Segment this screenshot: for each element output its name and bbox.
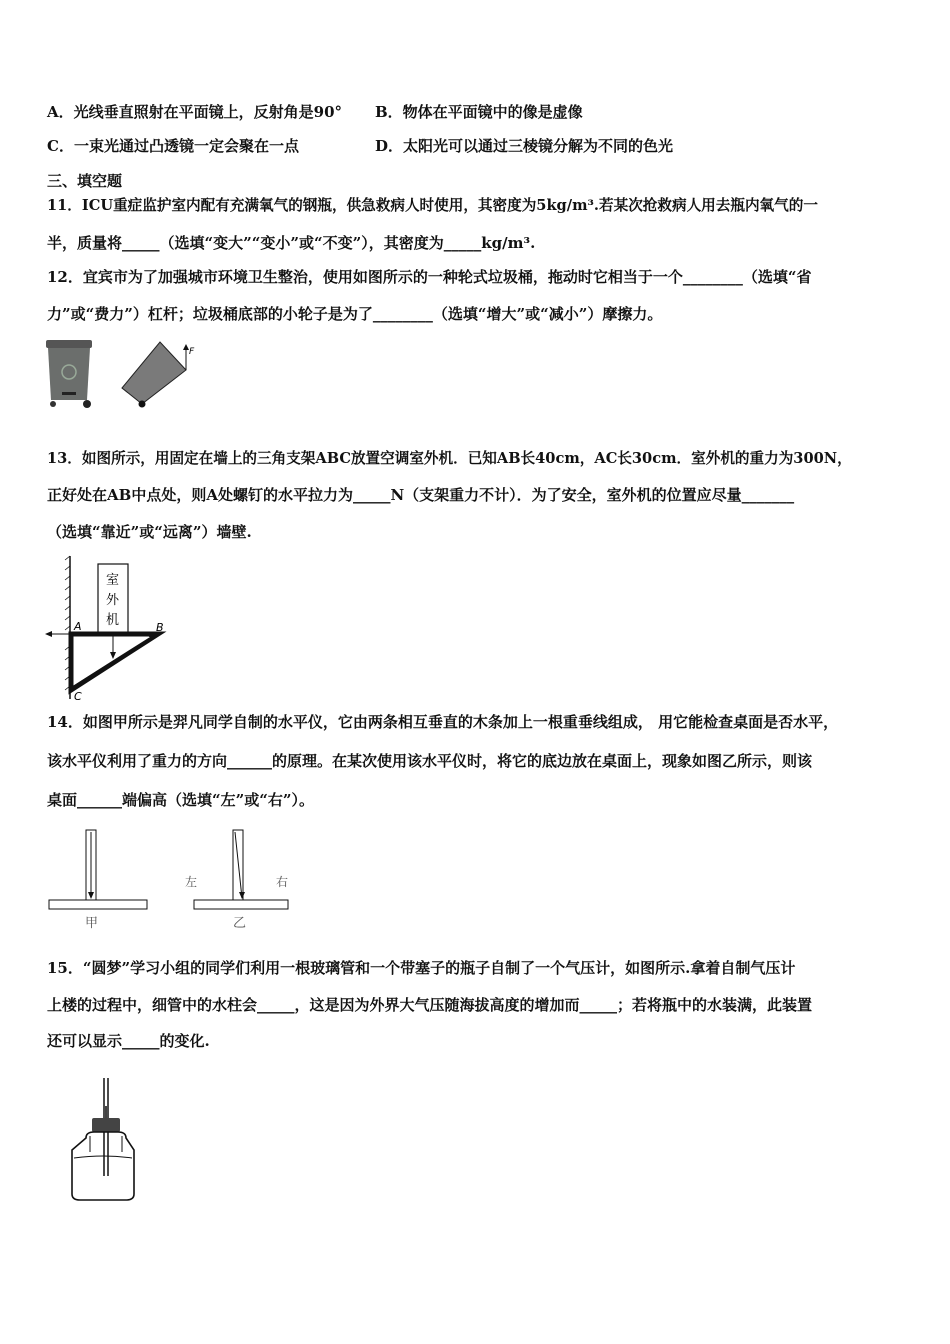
tilted-bin-diagram [122,342,195,408]
trash-bin-photo [46,340,92,408]
q12-line-2: 力”或“费力”）杠杆；垃圾桶底部的小轮子是为了________（选填“增大”或“减小”）摩擦力。 [47,305,663,323]
label-right: 右 [276,875,289,889]
q15-line-2: 上楼的过程中，细管中的水柱会_____，这是因为外界大气压随海拔高度的增加而_____；若将瓶中的水装满，此装置 [47,996,813,1014]
barometer-bottle [72,1078,134,1200]
q10-option-c: C．一束光通过凸透镜一定会聚在一点 [47,137,299,155]
q15-line-3: 还可以显示_____的变化. [47,1032,210,1050]
force-label: F [189,347,195,357]
q13-bracket-figure [40,554,170,702]
label-left: 左 [185,875,198,889]
unit-char-2: 外 [106,593,120,608]
q15-barometer-figure [64,1076,144,1206]
level-jia [49,830,147,931]
triangle-bracket [71,632,158,690]
level-yi [185,830,288,931]
q14-level-figure [44,826,304,932]
q14-line-1: 14．如图甲所示是羿凡同学自制的水平仪，它由两条相互垂直的木条加上一根重垂线组成， 用它能检查桌面是否水平， [47,713,839,731]
q13-line-3: （选填“靠近”或“远离”）墙壁. [47,523,252,541]
label-yi: 乙 [233,916,247,931]
q11-line-2: 半，质量将_____（选填“变大”“变小”或“不变”），其密度为_____kg/m³. [47,234,536,252]
q14-line-3: 桌面______端偏高（选填“左”或“右”）。 [47,791,315,809]
q13-line-2: 正好处在AB中点处，则A处螺钉的水平拉力为_____N（支架重力不计）．为了安全，室外机的位置应尽量_______ [47,486,795,504]
section-title: 三、填空题 [47,172,123,190]
label-c: C [74,690,82,702]
unit-char-3: 机 [106,613,120,628]
q12-trash-bin-figure [44,336,204,412]
outdoor-unit [98,564,128,634]
unit-char-1: 室 [106,573,120,588]
q10-option-b: B．物体在平面镜中的像是虚像 [375,103,583,121]
q14-line-2: 该水平仪利用了重力的方向______的原理。在某次使用该水平仪时，将它的底边放在桌面上，现象如图乙所示，则该 [47,752,813,770]
label-jia: 甲 [85,916,99,931]
pull-force-arrow [45,631,71,637]
q10-option-a: A．光线垂直照射在平面镜上，反射角是90° [47,103,343,121]
q11-line-1: 11．ICU重症监护室内配有充满氧气的钢瓶，供急救病人时使用，其密度为5kg/m³.若某次抢救病人用去瓶内氧气的一 [47,197,818,214]
q13-line-1: 13．如图所示，用固定在墙上的三角支架ABC放置空调室外机．已知AB长40cm，AC长30cm．室外机的重力为300N， [47,450,852,467]
q15-line-1: 15．“圆梦”学习小组的同学们利用一根玻璃管和一个带塞子的瓶子自制了一个气压计，如图所示.拿着自制气压计 [47,959,796,977]
q12-line-1: 12．宜宾市为了加强城市环境卫生整治，使用如图所示的一种轮式垃圾桶，拖动时它相当于一个________（选填“省 [47,268,812,286]
label-a: A [74,620,82,633]
label-b: B [156,621,164,634]
q10-option-d: D．太阳光可以通过三棱镜分解为不同的色光 [375,137,674,155]
